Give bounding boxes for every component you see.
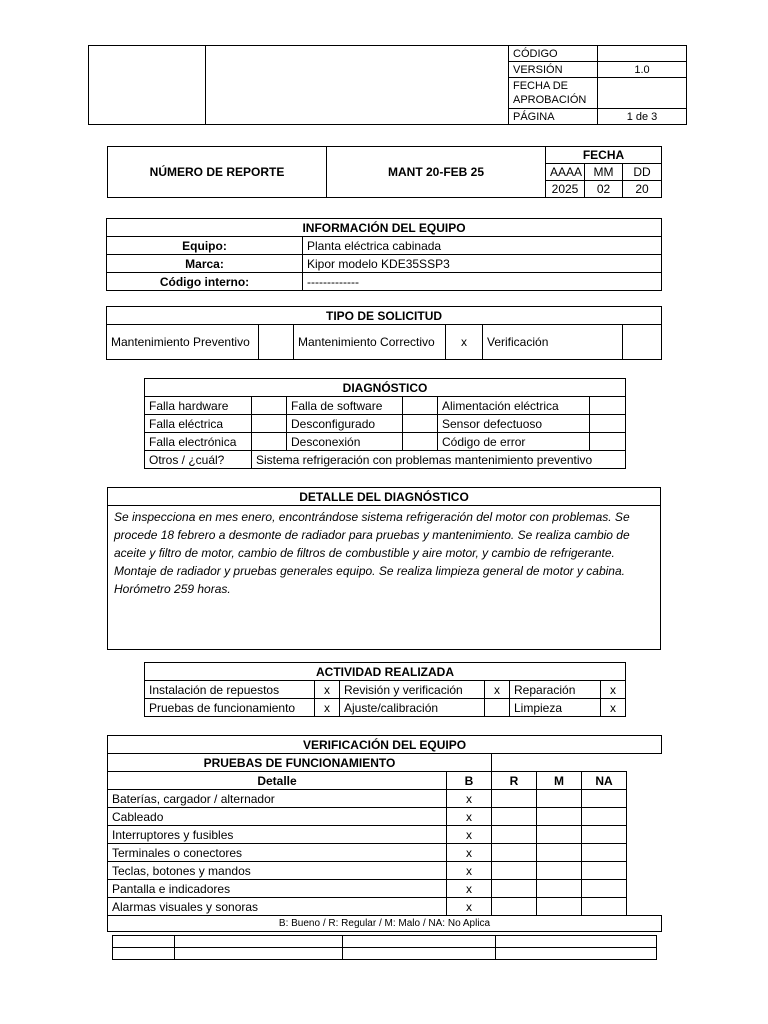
diagnosis-row bbox=[145, 397, 626, 415]
pagina-value: 1 de 3 bbox=[598, 109, 687, 125]
pagina-label: PÁGINA bbox=[509, 109, 598, 125]
aaaa-label: AAAA bbox=[546, 164, 585, 181]
codigo-interno-label: Código interno: bbox=[107, 273, 303, 291]
equipo-value: Planta eléctrica cabinada bbox=[303, 237, 662, 255]
diagnosis-option-label: Sensor defectuoso bbox=[438, 415, 590, 433]
diagnosis-detail-title: DETALLE DEL DIAGNÓSTICO bbox=[108, 488, 661, 506]
report-table bbox=[107, 146, 662, 198]
activity-option-label: Limpieza bbox=[510, 699, 601, 717]
activity-option-mark: x bbox=[315, 699, 340, 717]
r-cell bbox=[492, 862, 537, 880]
activity-option-mark: x bbox=[601, 681, 626, 699]
diagnosis-option-mark bbox=[252, 433, 287, 451]
aaaa-value: 2025 bbox=[546, 181, 585, 198]
table-row bbox=[108, 790, 662, 808]
diagnosis-option-label: Desconexión bbox=[287, 433, 403, 451]
diagnosis-row bbox=[145, 433, 626, 451]
equipo-label: Equipo: bbox=[107, 237, 303, 255]
activity-option-label: Reparación bbox=[510, 681, 601, 699]
diagnosis-option-label: Falla electrónica bbox=[145, 433, 252, 451]
column-header-r: R bbox=[492, 772, 537, 790]
m-cell bbox=[537, 844, 582, 862]
verification-subtitle-spacer bbox=[492, 754, 662, 772]
mm-label: MM bbox=[585, 164, 623, 181]
marca-value: Kipor modelo KDE35SSP3 bbox=[303, 255, 662, 273]
verification-title: VERIFICACIÓN DEL EQUIPO bbox=[108, 736, 662, 754]
signature-row bbox=[113, 948, 657, 960]
equipment-info-table bbox=[106, 218, 662, 291]
diagnosis-option-mark bbox=[590, 433, 626, 451]
b-cell: x bbox=[447, 826, 492, 844]
dd-value: 20 bbox=[623, 181, 662, 198]
activity-option-label: Pruebas de funcionamiento bbox=[145, 699, 315, 717]
numero-reporte-value: MANT 20-FEB 25 bbox=[327, 147, 546, 198]
column-header-na: NA bbox=[582, 772, 627, 790]
verificacion-mark bbox=[623, 325, 662, 360]
b-cell: x bbox=[447, 808, 492, 826]
table-row bbox=[108, 862, 662, 880]
column-header-detalle: Detalle bbox=[108, 772, 447, 790]
signature-row bbox=[113, 936, 657, 948]
activity-option-mark: x bbox=[601, 699, 626, 717]
verificacion-label: Verificación bbox=[483, 325, 623, 360]
detalle-cell: Terminales o conectores bbox=[108, 844, 447, 862]
marca-label: Marca: bbox=[107, 255, 303, 273]
table-row bbox=[108, 898, 662, 916]
correctivo-label: Mantenimiento Correctivo bbox=[294, 325, 446, 360]
m-cell bbox=[537, 808, 582, 826]
activity-row bbox=[145, 681, 626, 699]
activity-option-mark: x bbox=[485, 681, 510, 699]
dd-label: DD bbox=[623, 164, 662, 181]
detalle-cell: Interruptores y fusibles bbox=[108, 826, 447, 844]
b-cell: x bbox=[447, 862, 492, 880]
detalle-cell: Pantalla e indicadores bbox=[108, 880, 447, 898]
activity-table bbox=[144, 662, 626, 717]
correctivo-mark: x bbox=[446, 325, 483, 360]
codigo-label: CÓDIGO bbox=[509, 46, 598, 62]
otros-label: Otros / ¿cuál? bbox=[145, 451, 252, 469]
version-value: 1.0 bbox=[598, 62, 687, 78]
na-cell bbox=[582, 898, 627, 916]
na-cell bbox=[582, 844, 627, 862]
na-cell bbox=[582, 808, 627, 826]
table-row bbox=[108, 808, 662, 826]
na-cell bbox=[582, 790, 627, 808]
mm-value: 02 bbox=[585, 181, 623, 198]
verification-table bbox=[107, 735, 662, 932]
activity-option-label: Revisión y verificación bbox=[340, 681, 485, 699]
diagnosis-option-mark bbox=[403, 397, 438, 415]
fecha-aprobacion-value bbox=[598, 78, 687, 109]
otros-value: Sistema refrigeración con problemas mantenimiento preventivo bbox=[252, 451, 626, 469]
detalle-cell: Cableado bbox=[108, 808, 447, 826]
verification-subtitle: PRUEBAS DE FUNCIONAMIENTO bbox=[108, 754, 492, 772]
r-cell bbox=[492, 880, 537, 898]
codigo-interno-value: ------------- bbox=[303, 273, 662, 291]
table-row bbox=[108, 880, 662, 898]
document-header bbox=[88, 45, 687, 125]
diagnosis-option-mark bbox=[252, 397, 287, 415]
r-cell bbox=[492, 790, 537, 808]
m-cell bbox=[537, 898, 582, 916]
diagnosis-row bbox=[145, 415, 626, 433]
diagnosis-option-mark bbox=[590, 397, 626, 415]
diagnosis-table bbox=[144, 378, 626, 469]
column-header-m: M bbox=[537, 772, 582, 790]
preventivo-mark bbox=[259, 325, 294, 360]
b-cell: x bbox=[447, 880, 492, 898]
signature-grid bbox=[112, 935, 657, 960]
r-cell bbox=[492, 844, 537, 862]
version-label: VERSIÓN bbox=[509, 62, 598, 78]
r-cell bbox=[492, 826, 537, 844]
diagnosis-option-mark bbox=[403, 433, 438, 451]
na-cell bbox=[582, 880, 627, 898]
request-type-table bbox=[106, 306, 662, 360]
activity-option-mark: x bbox=[315, 681, 340, 699]
activity-row bbox=[145, 699, 626, 717]
diagnosis-detail-text: Se inspecciona en mes enero, encontrándose sistema refrigeración del motor con problemas. Se procede 18 febrero a desmonte de radiador para pruebas y mantenimiento. Se realiza cambio de aceite y filtro de motor, cambio de filtros de combustible y aire motor, y cambio de refrigerante. Montaje de radiador y pruebas generales equipo. Se realiza limpieza general de motor y cabina. Horómetro 259 horas. bbox=[108, 506, 661, 650]
numero-reporte-label: NÚMERO DE REPORTE bbox=[108, 147, 327, 198]
diagnosis-option-label: Desconfigurado bbox=[287, 415, 403, 433]
preventivo-label: Mantenimiento Preventivo bbox=[107, 325, 259, 360]
detalle-cell: Baterías, cargador / alternador bbox=[108, 790, 447, 808]
diagnosis-option-mark bbox=[403, 415, 438, 433]
equipment-info-title: INFORMACIÓN DEL EQUIPO bbox=[107, 219, 662, 237]
activity-option-label: Instalación de repuestos bbox=[145, 681, 315, 699]
diagnosis-option-mark bbox=[252, 415, 287, 433]
r-cell bbox=[492, 808, 537, 826]
diagnosis-option-label: Falla de software bbox=[287, 397, 403, 415]
diagnosis-option-label: Código de error bbox=[438, 433, 590, 451]
activity-option-label: Ajuste/calibración bbox=[340, 699, 485, 717]
m-cell bbox=[537, 790, 582, 808]
activity-title: ACTIVIDAD REALIZADA bbox=[145, 663, 626, 681]
m-cell bbox=[537, 826, 582, 844]
logo-area bbox=[89, 46, 206, 125]
na-cell bbox=[582, 826, 627, 844]
rating-legend: B: Bueno / R: Regular / M: Malo / NA: No Aplica bbox=[108, 916, 662, 932]
column-header-b: B bbox=[447, 772, 492, 790]
fecha-label: FECHA bbox=[546, 147, 662, 164]
diagnosis-option-label: Falla hardware bbox=[145, 397, 252, 415]
table-row bbox=[108, 826, 662, 844]
na-cell bbox=[582, 862, 627, 880]
detalle-cell: Teclas, botones y mandos bbox=[108, 862, 447, 880]
diagnosis-detail-table bbox=[107, 487, 661, 650]
diagnosis-option-label: Alimentación eléctrica bbox=[438, 397, 590, 415]
detalle-cell: Alarmas visuales y sonoras bbox=[108, 898, 447, 916]
activity-option-mark bbox=[485, 699, 510, 717]
b-cell: x bbox=[447, 844, 492, 862]
diagnosis-title: DIAGNÓSTICO bbox=[145, 379, 626, 397]
title-area bbox=[206, 46, 509, 125]
diagnosis-option-mark bbox=[590, 415, 626, 433]
b-cell: x bbox=[447, 898, 492, 916]
diagnosis-option-label: Falla eléctrica bbox=[145, 415, 252, 433]
r-cell bbox=[492, 898, 537, 916]
codigo-value bbox=[598, 46, 687, 62]
m-cell bbox=[537, 862, 582, 880]
table-row bbox=[108, 844, 662, 862]
m-cell bbox=[537, 880, 582, 898]
request-type-title: TIPO DE SOLICITUD bbox=[107, 307, 662, 325]
b-cell: x bbox=[447, 790, 492, 808]
fecha-aprobacion-label: FECHA DE APROBACIÓN bbox=[509, 78, 598, 109]
